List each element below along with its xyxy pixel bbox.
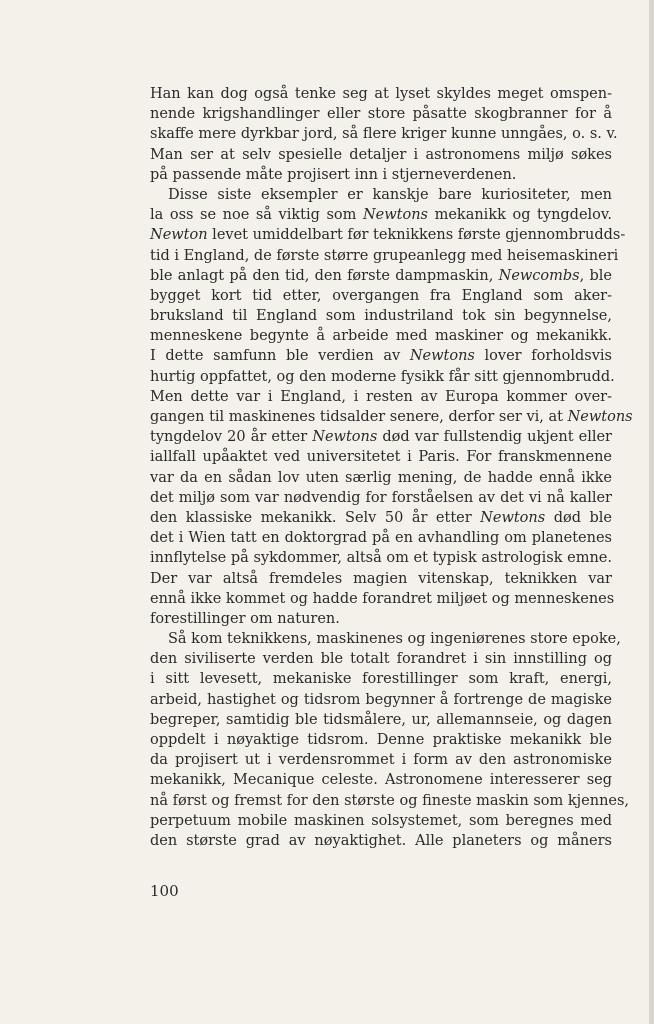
text-segment: mekanikk, Mecanique celeste. Astronomene interesserer seg [150,772,612,789]
text-segment: menneskene begynte å arbeide med maskiner og mekanikk. [150,328,612,345]
text-segment: bruksland til England som industriland tok sin begynnelse, [150,308,612,325]
text-segment: Man ser at selv spesielle detaljer i astronomens miljø søkes [150,146,612,163]
text-segment: gangen til maskinenes tidsalder senere, derfor ser vi, at [150,409,568,425]
text-segment: ble anlagt på den tid, den første dampmaskin, [150,267,499,284]
text-line [150,427,612,447]
text-line [150,791,630,811]
text-line [150,710,612,730]
text-line [150,690,612,710]
text-segment: død var fullstendig ukjent eller [377,429,612,446]
text-segment: det i Wien tatt en doktorgrad på en avhandling om planetenes [150,530,612,547]
italic-name: Newtons [409,348,475,365]
text-line [150,367,615,387]
text-line [150,669,612,689]
text-segment: iallfall upåaktet ved universitetet i Paris. For franskmennene [150,449,612,466]
text-segment: tid i England, de første større grupeanlegg med heisemaskineri [150,247,619,264]
italic-name: Newton [150,227,208,244]
text-line [150,508,612,528]
text-segment: hurtig oppfattet, og den moderne fysikk får sitt gjennombrudd. [150,368,615,385]
text-segment: Der var altså fremdeles magien vitenskap, teknikken var [150,570,612,587]
text-line [150,609,612,629]
italic-name: Newtons [312,429,378,446]
text-line [150,306,612,326]
text-line [150,346,612,366]
text-segment: ennå ikke kommet og hadde forandret miljøet og menneskenes [150,590,615,607]
text-segment: lover forholdsvis [474,348,612,365]
italic-name: Newtons [567,409,633,425]
text-line [150,528,612,548]
text-line [150,104,612,124]
text-segment: oppdelt i nøyaktige tidsrom. Denne praktiske mekanikk ble [150,732,612,748]
text-line [150,548,612,568]
text-line [150,468,612,488]
text-line [150,447,612,467]
text-line [150,488,612,508]
text-segment: Disse siste eksempler er kanskje bare kuriositeter, men [168,186,612,203]
text-line [150,831,612,851]
text-line [150,649,612,669]
text-segment: , ble [579,267,613,284]
text-line [150,589,615,609]
text-line [150,205,612,225]
text-segment: nå først og fremst for den største og fineste maskin som kjennes, [150,792,630,809]
text-segment: perpetuum mobile maskinen solsystemet, som beregnes med [150,812,612,829]
text-line [150,84,612,104]
text-segment: det miljø som var nødvendig for forståelsen av det vi nå kaller [150,489,612,506]
text-line [150,225,626,245]
text-line [150,165,612,185]
text-segment: bygget kort tid etter, overgangen fra England som aker- [150,287,612,304]
text-segment: død ble [545,509,613,526]
text-line [150,770,612,790]
text-line [150,246,619,266]
page-number: 100 [150,882,179,900]
text-segment: Så kom teknikkens, maskinenes og ingeniørenes store epoke, [168,631,621,648]
text-segment: på passende måte projisert inn i stjerneverdenen. [150,166,517,183]
text-line [150,145,612,165]
text-segment: arbeid, hastighet og tidsrom begynner å fortrenge de magiske [150,691,612,708]
italic-name: Newtons [362,207,428,224]
text-line [150,387,612,407]
text-line [150,266,612,286]
text-segment: mekanikk og tyngdelov. [428,207,612,224]
text-line [150,730,612,750]
text-segment: i sitt levesett, mekaniske forestillinger som kraft, energi, [150,671,612,688]
text-line [150,286,612,306]
text-line [150,326,612,346]
text-line [150,811,612,831]
text-segment: innflytelse på sykdommer, altså om et typisk astrologisk emne. [150,550,612,567]
text-line [150,569,612,589]
body-text [150,84,633,851]
text-segment: forestillinger om naturen. [150,610,340,627]
text-line [150,124,618,144]
text-segment: Han kan dog også tenke seg at lyset skyldes meget omspen- [150,86,612,102]
italic-name: Newtons [480,509,546,526]
text-line [150,407,633,427]
text-segment: skaffe mere dyrkbar jord, så flere kriger kunne unngåes, o. s. v. [150,126,618,143]
text-segment: den siviliserte verden ble totalt forandret i sin innstilling og [150,651,612,668]
text-segment: da projisert ut i verdensrommet i form av den astronomiske [150,752,612,769]
text-segment: I dette samfunn ble verdien av [150,348,410,365]
text-line [150,750,612,770]
text-segment: var da en sådan lov uten særlig mening, de hadde ennå ikke [150,469,612,486]
text-line [150,185,612,205]
text-segment: la oss se noe så viktig som [150,207,363,224]
text-segment: begreper, samtidig ble tidsmålere, ur, allemannseie, og dagen [150,711,612,728]
text-segment: den klassiske mekanikk. Selv 50 år etter [150,509,481,526]
text-segment: nende krigshandlinger eller store påsatte skogbranner for å [150,106,612,123]
italic-name: Newcombs [498,267,580,284]
text-segment: tyngdelov 20 år etter [150,429,313,446]
text-segment: den største grad av nøyaktighet. Alle planeters og måners [150,832,612,849]
text-segment: levet umiddelbart før teknikkens første gjennombrudds- [207,227,626,244]
text-segment: Men dette var i England, i resten av Europa kommer over- [150,388,612,405]
text-line [150,629,621,649]
